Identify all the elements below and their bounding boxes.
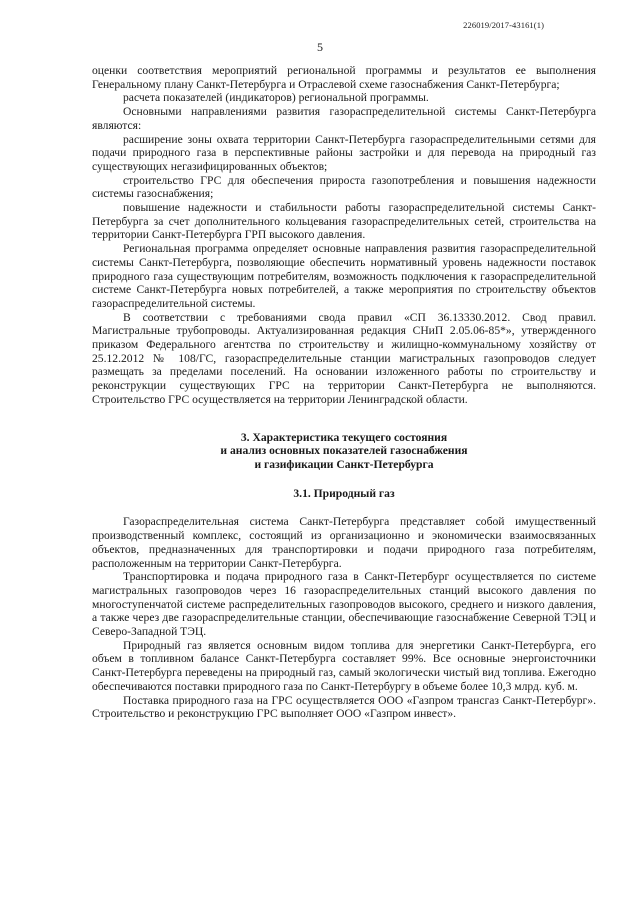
paragraph: расширение зоны охвата территории Санкт-Петербурга газораспределительными сетями для подачи природного газа в перспективные районы застройки и для перевода на природный газ существующих негазифицированных объектов;	[92, 132, 596, 173]
document-id: 226019/2017-43161(1)	[463, 20, 544, 30]
paragraph: оценки соответствия мероприятий региональной программы и результатов ее выполнения Генеральному плану Санкт-Петербурга и Отраслевой схеме газоснабжения Санкт-Петербурга;	[92, 64, 596, 91]
paragraph: Природный газ является основным видом топлива для энергетики Санкт-Петербурга, его объем в топливном балансе Санкт-Петербурга составляет 99%. Все основные энергоисточники Санкт-Петербурга переведены на природный газ, самый экологически чистый вид топлива. Ежегодно обеспечиваются поставки природного газа по Санкт-Петербургу в объеме более 10,3 млрд. куб. м.	[92, 638, 596, 693]
section-heading-line: и газификации Санкт-Петербурга	[254, 457, 434, 471]
paragraph: Региональная программа определяет основные направления развития газораспределительной системы Санкт-Петербурга, позволяющие обеспечить нормативный уровень надежности поставок природного газа существующим потребителям, возможность подключения к газораспределительной системе Санкт-Петербурга новых потребителей, а также мероприятия по строительству объектов газораспределительной системы.	[92, 242, 596, 310]
section-heading-line: 3. Характеристика текущего состояния	[240, 430, 448, 444]
paragraph: Основными направлениями развития газораспределительной системы Санкт-Петербурга являются:	[92, 105, 596, 132]
document-body	[92, 64, 596, 721]
section-heading-line: и анализ основных показателей газоснабжения	[220, 444, 468, 458]
paragraph: строительство ГРС для обеспечения прироста газопотребления и повышения надежности системы газоснабжения;	[92, 173, 596, 201]
paragraph: Транспортировка и подача природного газа в Санкт-Петербург осуществляется по системе магистральных газопроводов через 16 газораспределительных станций высокого давления по многоступенчатой системе распределительных газопроводов высокого, среднего и низкого давления, а также через две газораспределительные станции, обеспечивающие газоснабжение Северной ТЭЦ и Северо-Западной ТЭЦ.	[92, 570, 596, 639]
subsection-heading: 3.1. Природный газ	[293, 486, 395, 500]
paragraph: расчета показателей (индикаторов) региональной программы.	[123, 91, 429, 105]
page-number: 5	[317, 40, 323, 54]
paragraph: В соответствии с требованиями свода правил «СП 36.13330.2012. Свод правил. Магистральные трубопроводы. Актуализированная редакция СНиП 2.05.06-85*», утвержденного приказом Федерального агентства по строительству и жилищно-коммунальному хозяйству от 25.12.2012 № 108/ГС, газораспределительные станции магистральных газопроводов следует размещать за пределами поселений. На основании изложенного работы по строительству и реконструкции существующих ГРС на территории Санкт-Петербурга не выполняются. Строительство ГРС осуществляется на территории Ленинградской области.	[92, 310, 596, 406]
paragraph: Поставка природного газа на ГРС осуществляется ООО «Газпром трансгаз Санкт-Петербург». Строительство и реконструкцию ГРС выполняет ООО «Газпром инвест».	[92, 693, 596, 721]
paragraph: Газораспределительная система Санкт-Петербурга представляет собой имущественный производственный комплекс, состоящий из организационно и экономически взаимосвязанных объектов, предназначенных для транспортировки и подачи природного газа потребителям, расположенным на территории Санкт-Петербурга.	[92, 515, 596, 570]
paragraph: повышение надежности и стабильности работы газораспределительной системы Санкт-Петербурга за счет дополнительного кольцевания газораспределительных сетей, строительства на территории Санкт-Петербурга ГРП высокого давления.	[92, 201, 596, 242]
section-heading	[92, 431, 596, 472]
